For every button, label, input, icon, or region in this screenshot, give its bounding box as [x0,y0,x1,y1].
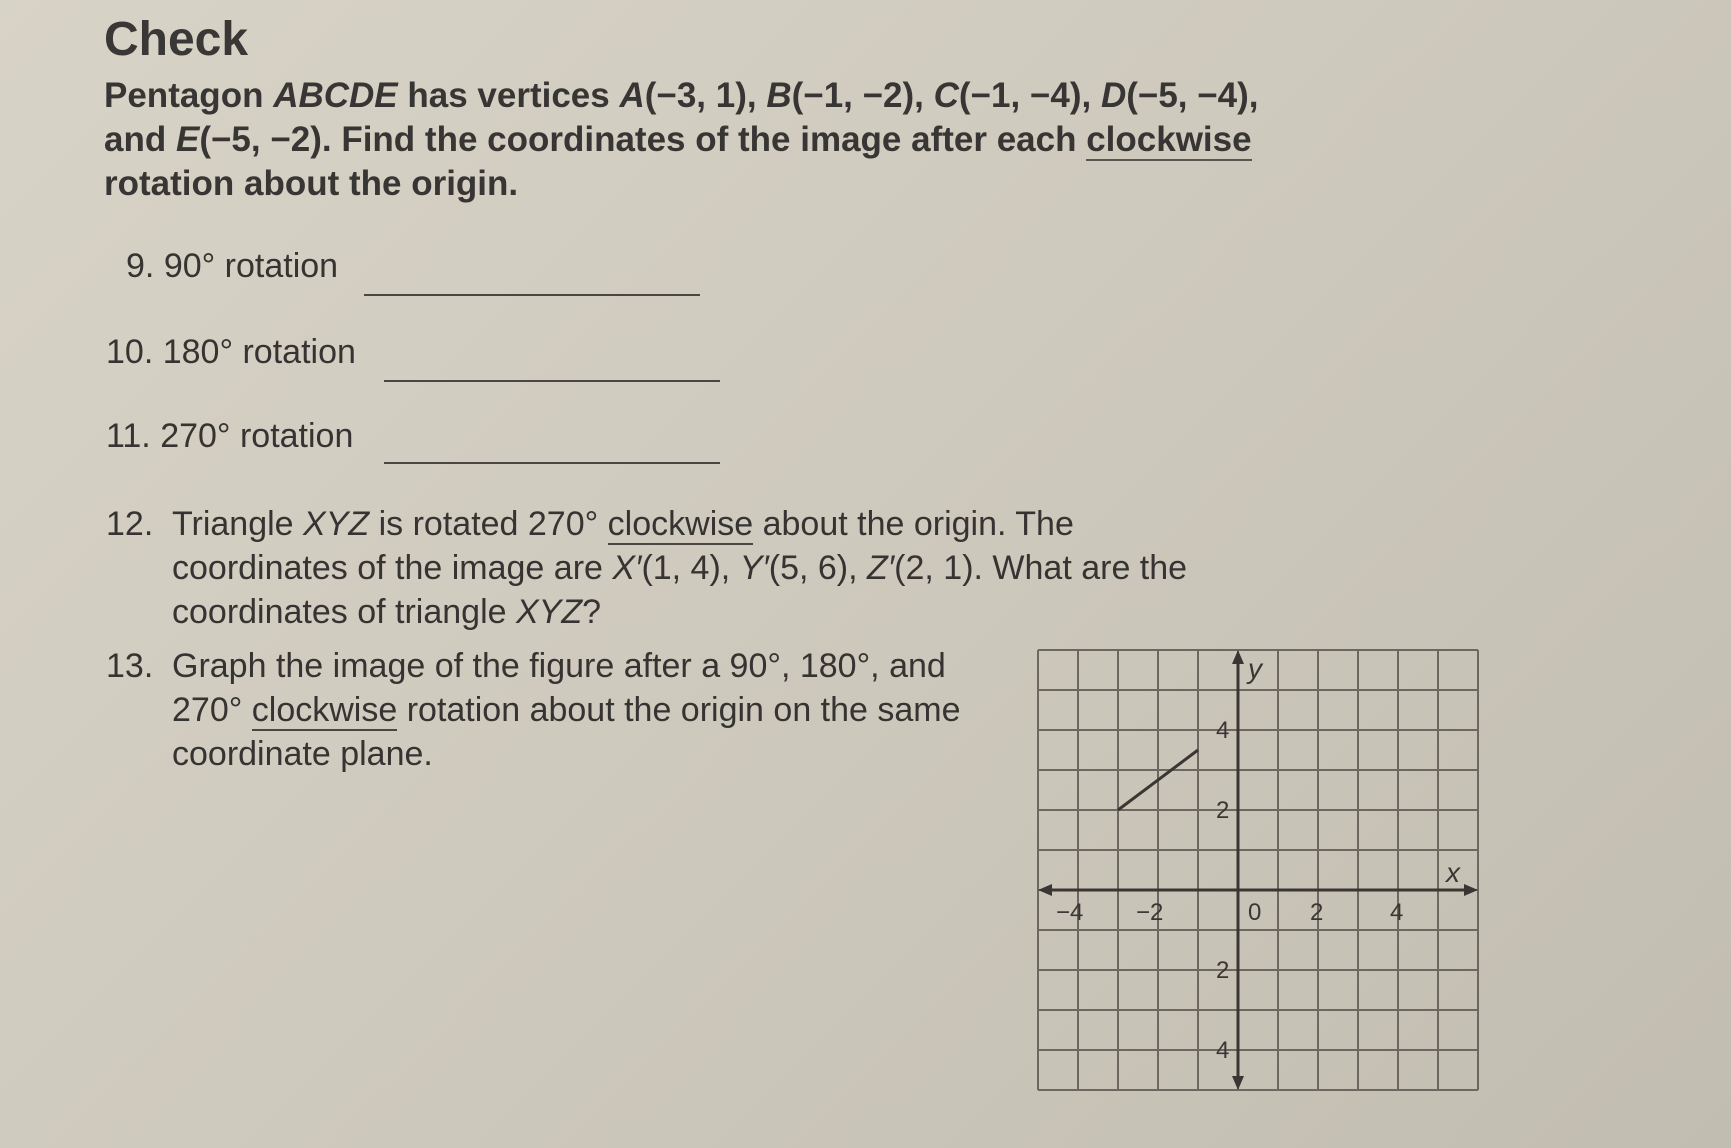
clockwise-underlined: clockwise [1086,120,1252,159]
coordinate-grid[interactable] [1030,642,1530,1122]
x-tick-label-neg4: −4 [1056,899,1084,926]
x-axis-arrow-left [1038,884,1052,896]
question-number: 10. [106,333,154,371]
answer-blank-10[interactable] [384,380,720,382]
origin-label: 0 [1248,899,1262,926]
y-tick-label-neg2: 2 [1216,957,1230,984]
intro-line-3: rotation about the origin. [104,164,519,203]
question-number: 11. [106,417,151,455]
y-tick-label-2: 2 [1216,797,1230,824]
question-10 [106,330,356,374]
x-tick-label-2: 2 [1310,899,1324,926]
y-axis-label: y [1248,653,1262,684]
y-axis-arrow-up [1232,650,1244,664]
answer-blank-11[interactable] [384,462,720,464]
intro-line-2: and E(−5, −2). Find the coordinates of the image after each clockwise [104,120,1252,159]
x-tick-label-4: 4 [1390,899,1404,926]
intro-line-1: Pentagon ABCDE has vertices A(−3, 1), B(−1, −2), C(−1, −4), D(−5, −4), [104,76,1259,115]
x-axis-arrow-right [1464,884,1478,896]
question-text: 180° rotation [162,333,356,371]
y-axis-arrow-down [1232,1076,1244,1090]
question-9 [126,244,338,288]
question-number: 9. [126,247,155,285]
question-11 [106,414,353,458]
question-text: 90° rotation [163,247,339,285]
question-number: 12. [106,505,154,543]
grid-lines [1038,650,1478,1090]
section-heading: Check [104,13,249,66]
y-tick-label-4: 4 [1216,717,1230,744]
x-tick-label-neg2: −2 [1136,899,1164,926]
question-text: 270° rotation [160,417,354,455]
y-tick-label-neg4: 4 [1216,1037,1230,1064]
x-axis-label: x [1446,857,1460,888]
question-number: 13. [106,647,154,685]
intro-paragraph [104,74,1304,206]
question-13: 13. Graph the image of the figure after a 90°, 180°, and 270° clockwise rotation about the origin on the same coordinate plane. [106,644,1006,776]
question-12: 12. Triangle XYZ is rotated 270° clockwise about the origin. The coordinates of the image are X′(1, 4), Y′(5, 6), Z′(2, 1). What are the coordinates of triangle XYZ? [106,502,1266,634]
answer-blank-9[interactable] [364,294,700,296]
